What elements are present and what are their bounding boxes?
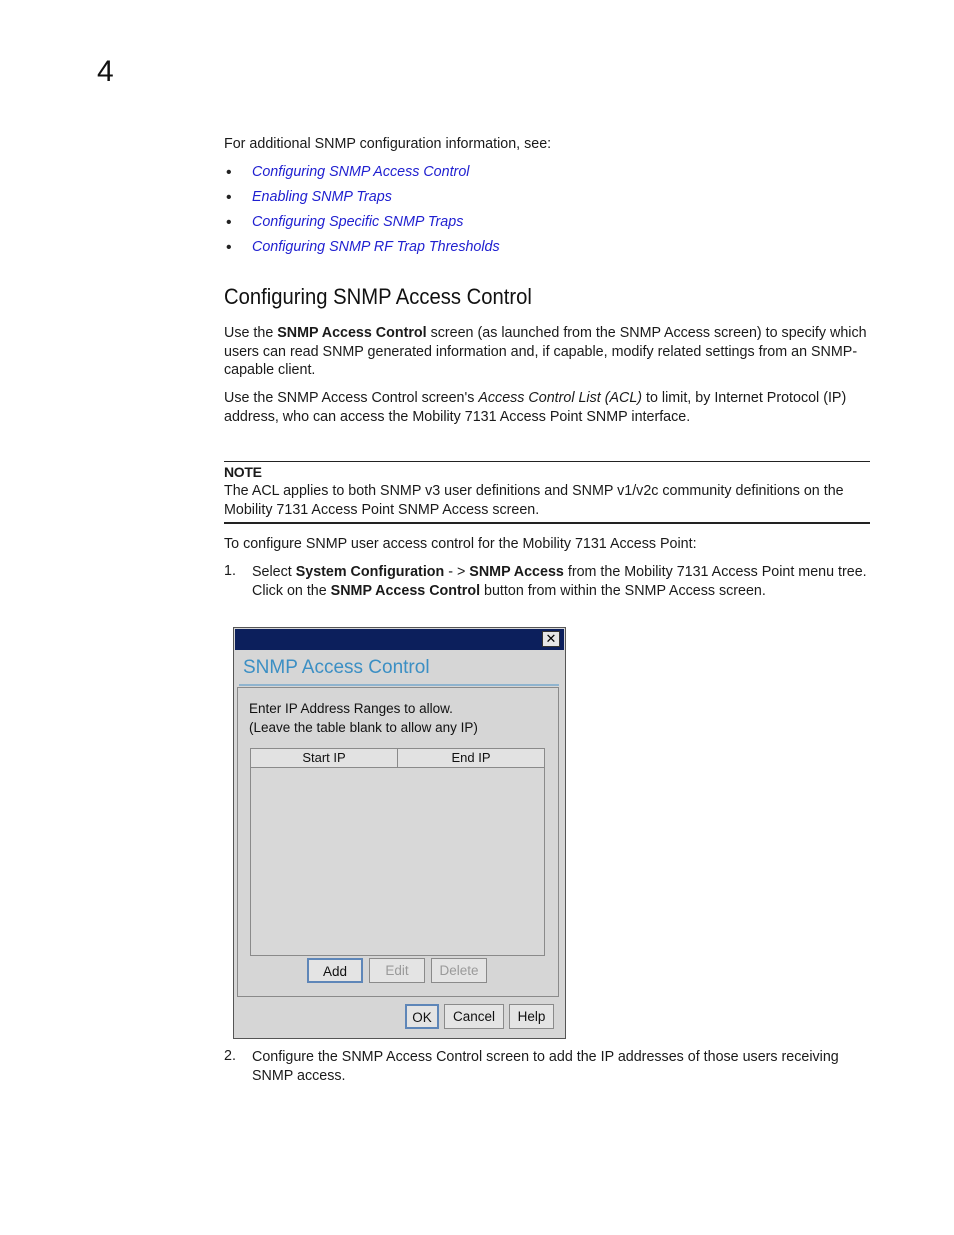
text-run: button from within the SNMP Access screen. — [480, 582, 766, 599]
link-configuring-specific-snmp-traps[interactable]: Configuring Specific SNMP Traps — [252, 214, 464, 230]
text-run: - > — [444, 564, 470, 580]
dialog-titlebar — [235, 629, 564, 650]
instruction-line-2: (Leave the table blank to allow any IP) — [249, 720, 478, 735]
help-button[interactable]: Help — [509, 1004, 554, 1029]
list-item — [224, 185, 500, 210]
text-run: Use the SNMP Access Control screen's — [224, 390, 479, 406]
text-run-italic: Access Control List (ACL) — [478, 390, 643, 406]
text-run: Use the — [224, 325, 278, 341]
text-run-bold: System Configuration — [295, 564, 445, 580]
add-button[interactable]: Add — [307, 958, 363, 983]
list-item — [224, 160, 500, 185]
delete-button[interactable]: Delete — [431, 958, 487, 983]
text-run-bold: SNMP Access — [469, 564, 564, 580]
ip-range-table[interactable] — [250, 748, 545, 956]
step-2-text: Configure the SNMP Access Control screen to add the IP addresses of those users receiving SNMP access. — [252, 1049, 839, 1084]
dialog-heading-divider — [239, 684, 559, 686]
note-top-rule — [224, 461, 870, 462]
list-item — [224, 210, 500, 235]
bullet-icon: • — [226, 239, 232, 256]
note-label: NOTE — [224, 464, 262, 480]
link-list — [224, 160, 500, 260]
step-1-text — [252, 563, 874, 600]
step-2-number: 2. — [224, 1048, 236, 1064]
dialog-heading: SNMP Access Control — [243, 657, 430, 678]
edit-button[interactable]: Edit — [369, 958, 425, 983]
bullet-icon: • — [226, 164, 232, 181]
bullet-icon: • — [226, 189, 232, 206]
instruction-line-1: Enter IP Address Ranges to allow. — [249, 701, 453, 716]
close-icon[interactable]: ✕ — [542, 631, 560, 647]
dialog-instructions — [249, 699, 478, 737]
section-title: Configuring SNMP Access Control — [224, 284, 532, 309]
text-run: screen (as launched from the SNMP Access screen) to specify which users can read SNMP generated information and, if capable, modify related settings from an SNMP-capable client. — [224, 325, 867, 378]
chapter-number: 4 — [97, 55, 114, 88]
section-paragraph-1 — [224, 324, 874, 380]
link-configuring-snmp-access-control[interactable]: Configuring SNMP Access Control — [252, 164, 470, 180]
bullet-icon: • — [226, 214, 232, 231]
steps-intro: To configure SNMP user access control for the Mobility 7131 Access Point: — [224, 536, 697, 552]
section-paragraph-2 — [224, 389, 874, 426]
table-header — [251, 749, 544, 768]
link-configuring-snmp-rf-trap-thresholds[interactable]: Configuring SNMP RF Trap Thresholds — [252, 239, 500, 255]
list-item — [224, 235, 500, 260]
link-enabling-snmp-traps[interactable]: Enabling SNMP Traps — [252, 189, 392, 205]
ok-button[interactable]: OK — [405, 1004, 439, 1029]
step-1-number: 1. — [224, 563, 236, 579]
text-run: Select — [252, 564, 296, 580]
note-bottom-rule — [224, 522, 870, 524]
text-run: to limit, by Internet Protocol (IP) address, who can access the Mobility 7131 Access Point SNMP interface. — [224, 390, 847, 425]
column-start-ip[interactable]: Start IP — [251, 749, 398, 767]
cancel-button[interactable]: Cancel — [444, 1004, 504, 1029]
note-text: The ACL applies to both SNMP v3 user definitions and SNMP v1/v2c community definitions on the Mobility 7131 Access Point SNMP Access screen. — [224, 483, 844, 518]
column-end-ip[interactable]: End IP — [451, 750, 491, 765]
text-run: from the Mobility 7131 Access Point menu tree. Click on the — [252, 564, 867, 599]
snmp-access-control-dialog — [233, 627, 566, 1039]
text-run-bold: SNMP Access Control — [330, 582, 481, 599]
text-run-bold: SNMP Access Control — [277, 325, 427, 341]
intro-text: For additional SNMP configuration information, see: — [224, 136, 552, 152]
